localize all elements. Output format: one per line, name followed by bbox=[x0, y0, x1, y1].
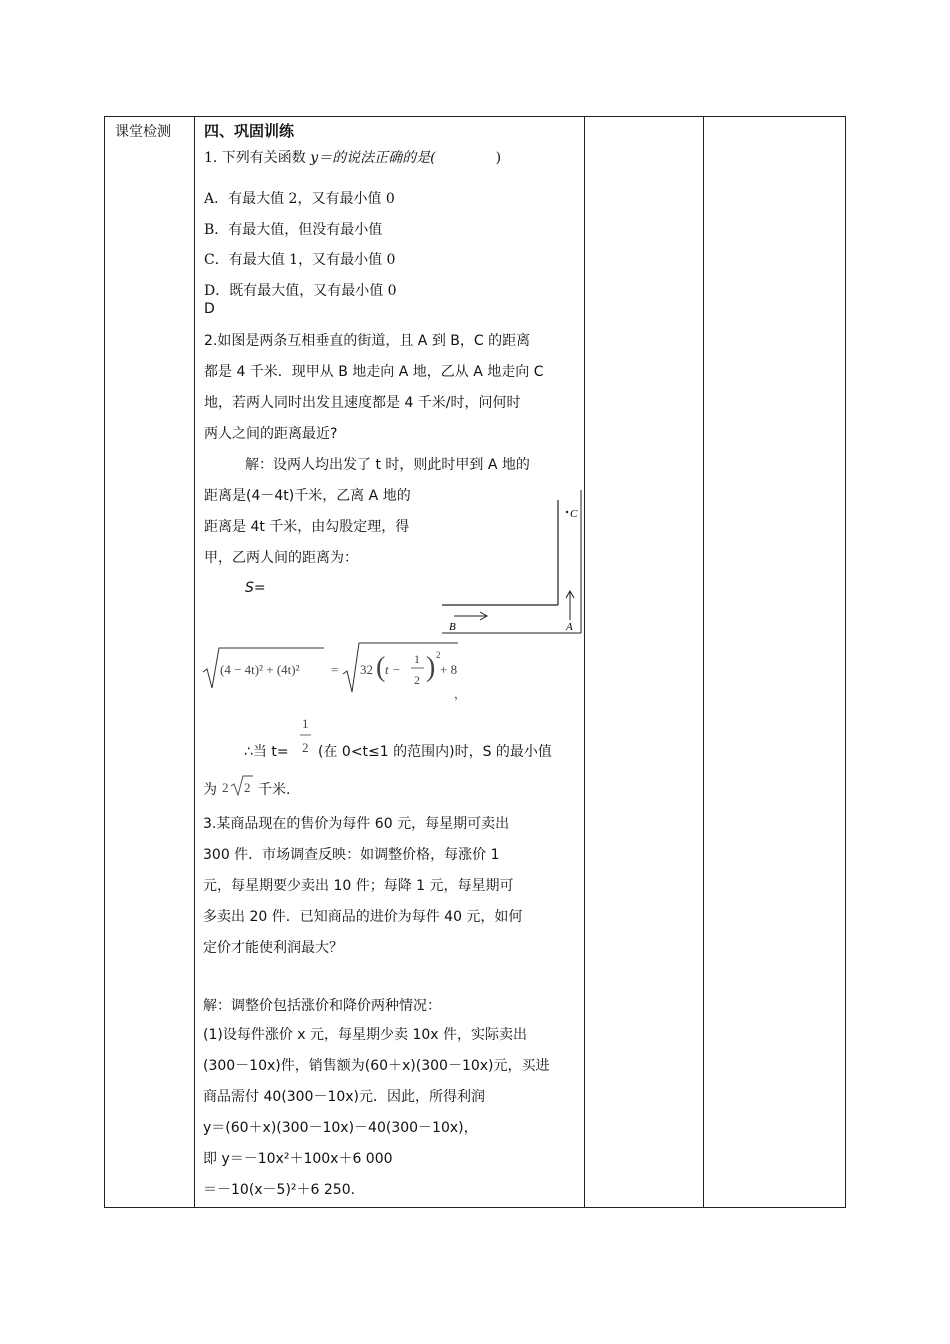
half-denominator: 2 bbox=[414, 673, 420, 687]
half-fraction bbox=[298, 712, 314, 758]
street-diagram bbox=[440, 490, 585, 635]
q2-solution-line: 距离是(4－4t)千米，乙离 A 地的 bbox=[204, 488, 411, 504]
q2-line: 地，若两人同时出发且速度都是 4 千米/时，问何时 bbox=[204, 395, 521, 411]
q2-line: 都是 4 千米．现甲从 B 地走向 A 地，乙从 A 地走向 C bbox=[204, 364, 544, 380]
q3-solution-line: 商品需付 40(300－10x)元．因此，所得利润 bbox=[203, 1089, 486, 1105]
half-den: 2 bbox=[302, 740, 309, 755]
q1-answer: D bbox=[204, 301, 215, 317]
q1-option-c: C．有最大值 1，又有最小值 0 bbox=[204, 252, 396, 268]
min-value bbox=[220, 773, 256, 799]
formula-plus8: + 8 bbox=[440, 662, 458, 677]
formula-left: (4 − 4t)² + (4t)² bbox=[220, 662, 300, 677]
q3-solution-line: 解：调整价包括涨价和降价两种情况： bbox=[203, 998, 441, 1014]
distance-formula bbox=[200, 640, 470, 702]
label-a: A bbox=[566, 621, 573, 633]
q3-line: 300 件．市场调查反映：如调整价格，每涨价 1 bbox=[203, 847, 500, 863]
exponent: 2 bbox=[436, 650, 441, 660]
column-divider bbox=[703, 117, 704, 1207]
q3-line: 元，每星期要少卖出 10 件；每降 1 元，每星期可 bbox=[203, 878, 514, 894]
label-b: B bbox=[449, 621, 456, 633]
q2-solution-line: 甲，乙两人间的距离为： bbox=[204, 550, 358, 566]
q1-stem-var: y bbox=[310, 150, 319, 166]
q2-line: 2.如图是两条互相垂直的街道，且 A 到 B，C 的距离 bbox=[204, 333, 531, 349]
q1-stem bbox=[204, 147, 501, 167]
q3-solution-line: ＝－10(x－5)²＋6 250. bbox=[203, 1182, 356, 1198]
conclusion-min-prefix: 为 bbox=[203, 782, 217, 798]
label-c: C bbox=[570, 508, 578, 520]
q3-line: 定价才能使利润最大？ bbox=[203, 940, 343, 956]
s-label: S= bbox=[245, 580, 266, 596]
q1-option-d: D．既有最大值，又有最小值 0 bbox=[204, 283, 397, 299]
paren-right: ) bbox=[426, 652, 436, 683]
q2-line: 两人之间的距离最近? bbox=[204, 426, 338, 442]
q3-solution-line: (300－10x)件，销售额为(60＋x)(300－10x)元，买进 bbox=[203, 1058, 550, 1074]
section-title: 四、巩固训练 bbox=[204, 122, 295, 140]
q1-stem-part: ) bbox=[495, 150, 502, 166]
point-c-icon bbox=[566, 511, 568, 513]
formula-coef: 32 bbox=[360, 662, 373, 677]
half-num: 1 bbox=[302, 716, 309, 731]
q1-option-a: A．有最大值 2，又有最小值 0 bbox=[204, 191, 395, 207]
q1-stem-part: 1. 下列有关函数 bbox=[204, 150, 311, 166]
min-coef: 2 bbox=[222, 780, 229, 795]
conclusion-range: (在 0<t≤1 的范围内)时，S 的最小值 bbox=[318, 744, 552, 760]
formula-equals: = bbox=[331, 662, 339, 677]
formula-t: t − bbox=[385, 662, 401, 677]
half-numerator: 1 bbox=[414, 652, 420, 666]
paren-left: ( bbox=[376, 652, 386, 683]
q2-solution-line: 距离是 4t 千米，由勾股定理，得 bbox=[204, 519, 410, 535]
q3-solution-line: (1)设每件涨价 x 元，每星期少卖 10x 件，实际卖出 bbox=[203, 1027, 528, 1043]
q2-solution-line: 解：设两人均出发了 t 时，则此时甲到 A 地的 bbox=[245, 457, 530, 473]
q3-solution-line: y＝(60＋x)(300－10x)－40(300－10x)， bbox=[203, 1120, 478, 1136]
q1-option-b: B．有最大值，但没有最小值 bbox=[204, 222, 383, 238]
q3-line: 多卖出 20 件．已知商品的进价为每件 40 元，如何 bbox=[203, 909, 523, 925]
formula-comma: ， bbox=[454, 687, 467, 701]
column-divider bbox=[194, 117, 195, 1207]
q1-stem-part: ＝的说法正确的是( bbox=[318, 150, 436, 166]
conclusion-unit: 千米. bbox=[258, 782, 291, 798]
conclusion-when: ∴当 t= bbox=[244, 744, 289, 760]
q3-line: 3.某商品现在的售价为每件 60 元，每星期可卖出 bbox=[203, 816, 510, 832]
column-divider bbox=[584, 117, 585, 1207]
q3-solution-line: 即 y＝－10x²＋100x＋6 000 bbox=[203, 1151, 393, 1167]
min-rad: 2 bbox=[244, 780, 251, 795]
row-label: 课堂检测 bbox=[115, 124, 171, 140]
